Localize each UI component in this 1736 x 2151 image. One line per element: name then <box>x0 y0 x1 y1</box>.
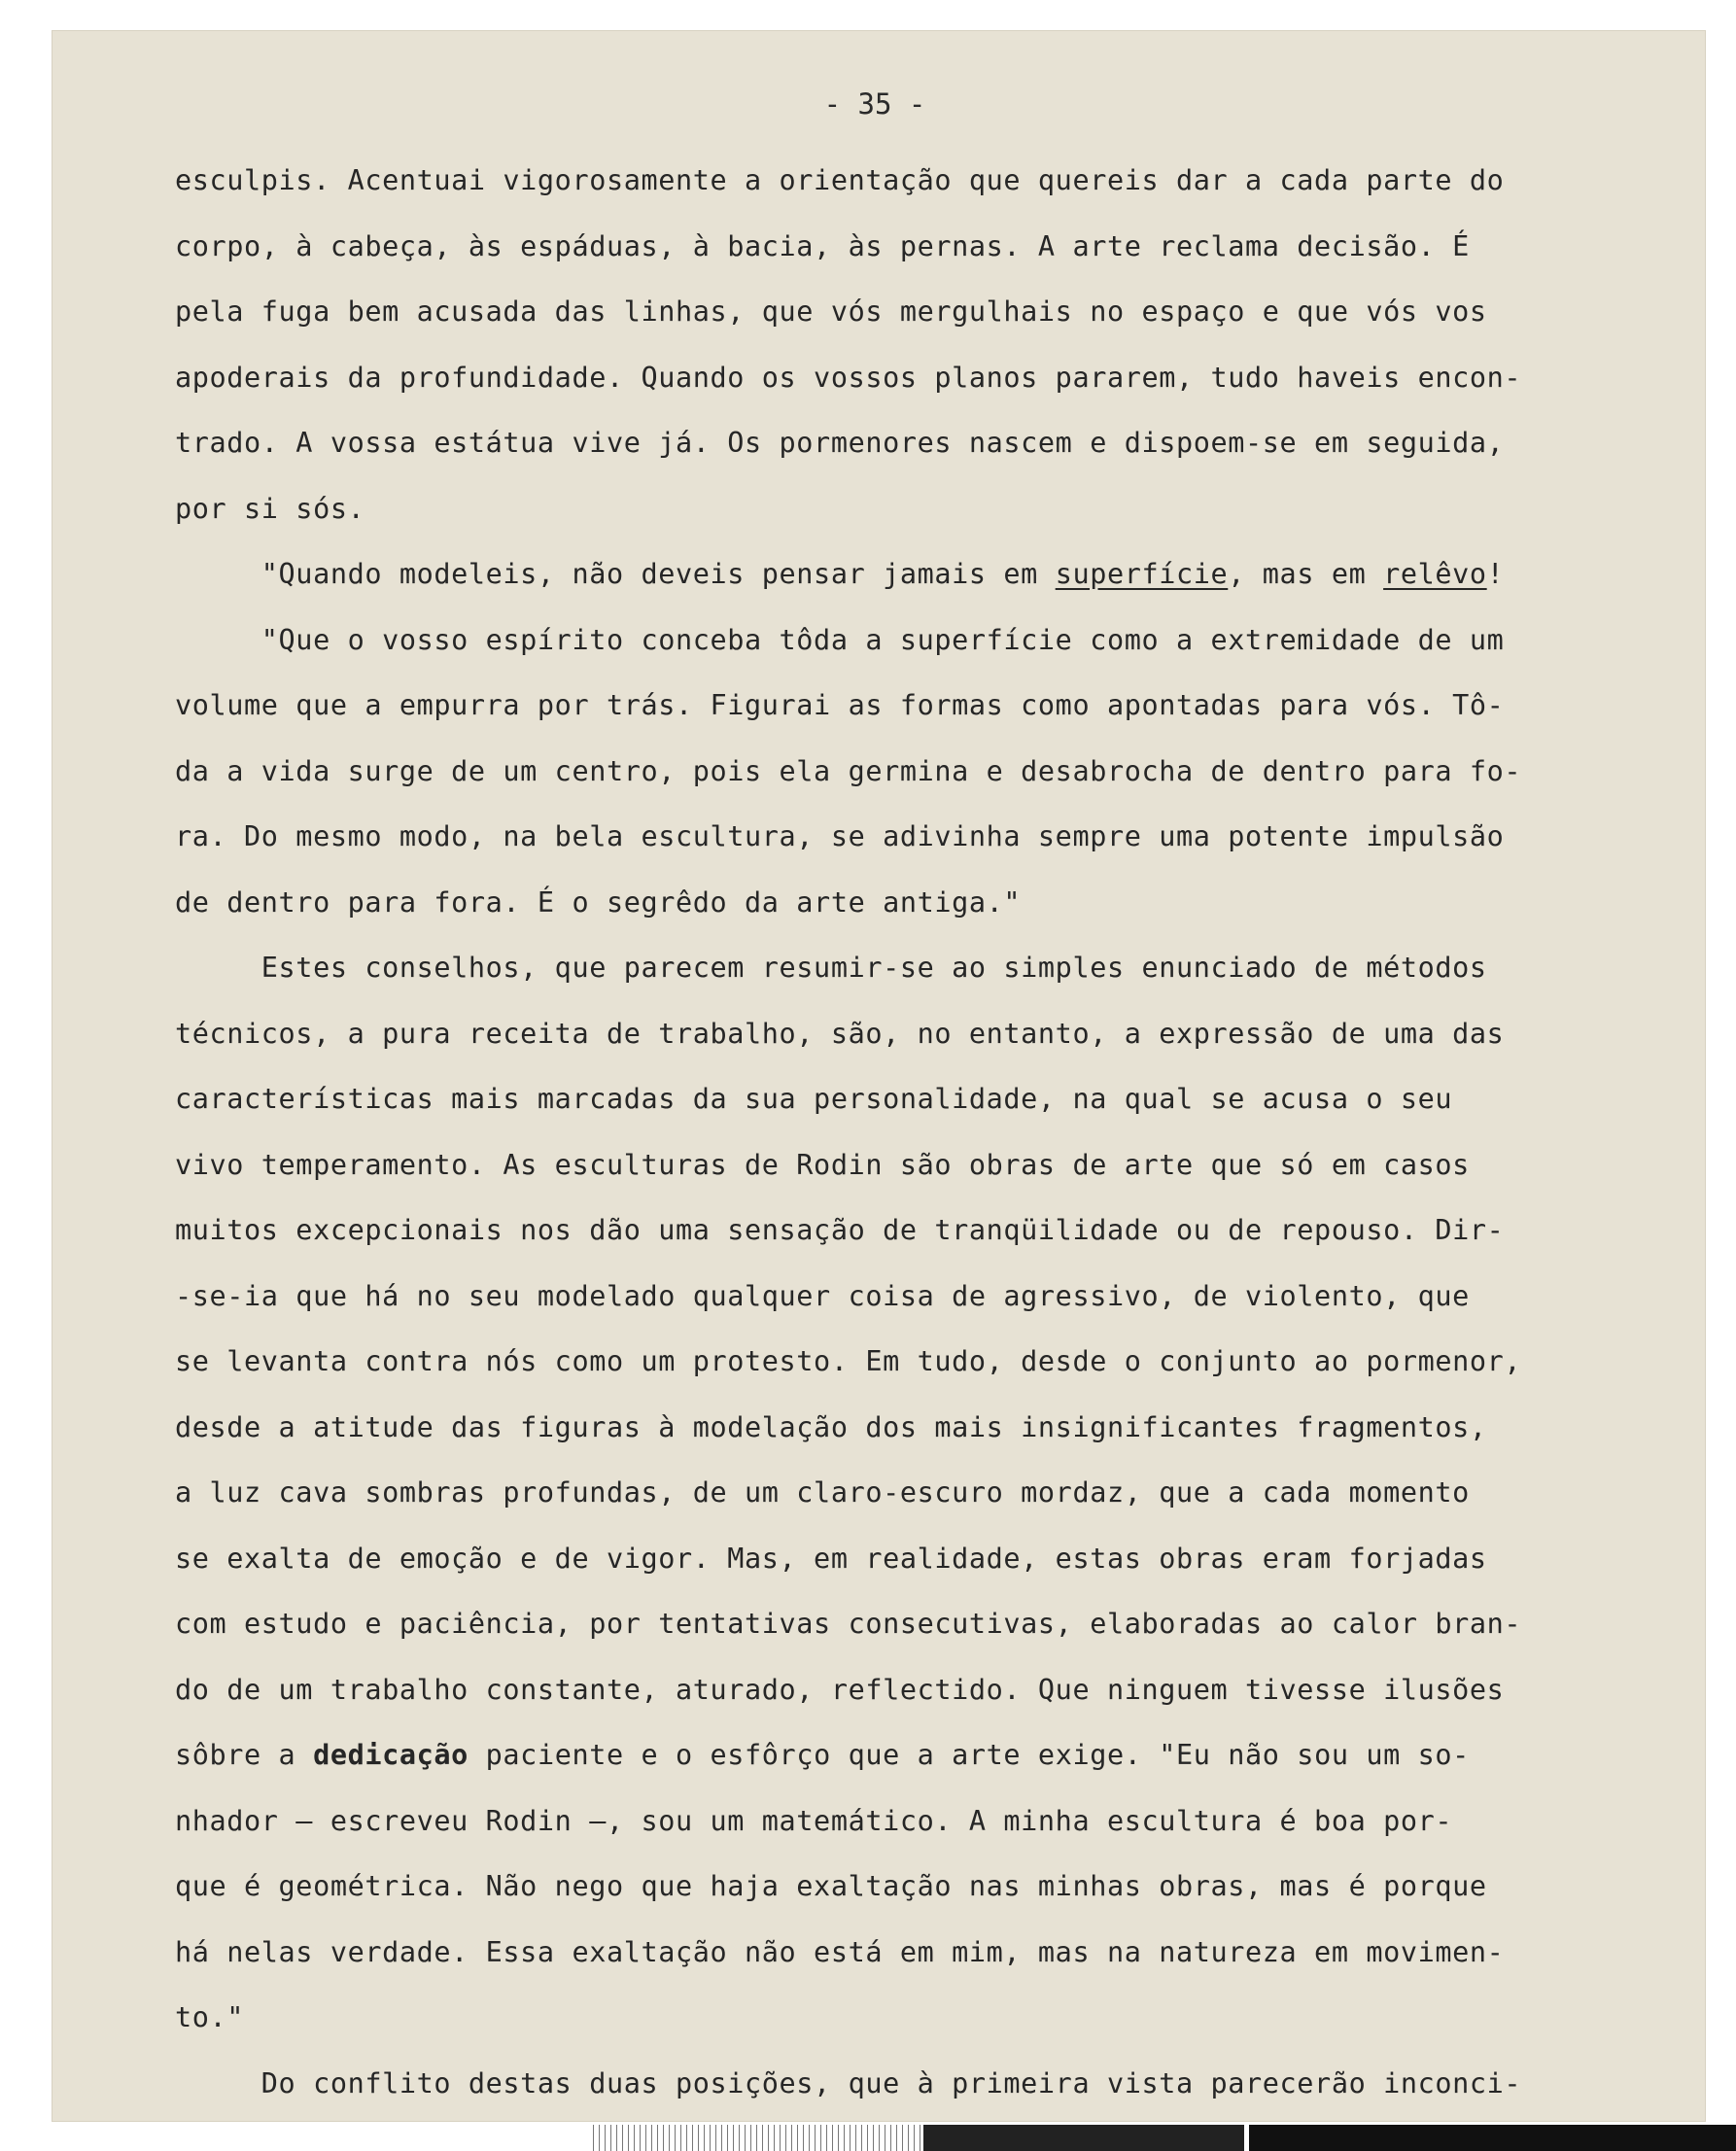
text-line: ra. Do mesmo modo, na bela escultura, se adivinha sempre uma potente impulsão <box>175 820 1505 852</box>
page-number: - 35 - <box>823 87 926 121</box>
text-line: do de um trabalho constante, aturado, reflectido. Que ninguem tivesse ilusões <box>175 1673 1505 1706</box>
text-line: que é geométrica. Não nego que haja exaltação nas minhas obras, mas é porque <box>175 1870 1487 1902</box>
text-line: Do conflito destas duas posições, que à primeira vista parecerão inconci- <box>175 2066 1522 2099</box>
bold-word: dedicação <box>313 1739 469 1771</box>
text-line-dedication <box>175 1722 1701 1788</box>
text-segment: , mas em <box>1228 558 1384 590</box>
text-line: volume que a empurra por trás. Figurai as formas como apontadas para vós. Tô- <box>175 689 1505 721</box>
ruler-ticks <box>593 2125 923 2151</box>
text-line: nhador — escreveu Rodin —, sou um matemático. A minha escultura é boa por- <box>175 1804 1453 1837</box>
typewritten-page <box>52 31 1705 2121</box>
text-segment: ! <box>1486 558 1505 590</box>
underlined-word: relêvo <box>1383 558 1487 590</box>
text-line: esculpis. Acentuai vigorosamente a orientação que quereis dar a cada parte do <box>175 164 1505 196</box>
text-line: se levanta contra nós como um protesto. Em tudo, desde o conjunto ao pormenor, <box>175 1345 1522 1377</box>
text-line: a luz cava sombras profundas, de um claro-escuro mordaz, que a cada momento <box>175 1476 1470 1509</box>
scale-ruler <box>593 2125 1736 2151</box>
text-line: por si sós. <box>175 492 365 525</box>
text-line: muitos excepcionais nos dão uma sensação de tranqüilidade ou de repouso. Dir- <box>175 1214 1505 1246</box>
page-body <box>175 148 1701 2116</box>
text-line: da a vida surge de um centro, pois ela germina e desabrocha de dentro para fo- <box>175 754 1522 787</box>
text-line: desde a atitude das figuras à modelação dos mais insignificantes fragmentos, <box>175 1410 1487 1443</box>
text-segment: sôbre a <box>175 1739 314 1771</box>
underlined-word: superfície <box>1055 558 1229 590</box>
text-line: com estudo e paciência, por tentativas consecutivas, elaboradas ao calor bran- <box>175 1608 1522 1640</box>
text-line: características mais marcadas da sua personalidade, na qual se acusa o seu <box>175 1083 1453 1115</box>
text-line: técnicos, a pura receita de trabalho, são, no entanto, a expressão de uma das <box>175 1017 1505 1050</box>
text-line: "Que o vosso espírito conceba tôda a superfície como a extremidade de um <box>175 623 1505 656</box>
text-line: -se-ia que há no seu modelado qualquer coisa de agressivo, de violento, que <box>175 1279 1470 1312</box>
color-bar-dark <box>923 2125 1244 2151</box>
text-line: se exalta de emoção e de vigor. Mas, em realidade, estas obras eram forjadas <box>175 1542 1487 1575</box>
text-line: trado. A vossa estátua vive já. Os pormenores nascem e dispoem-se em seguida, <box>175 427 1505 459</box>
text-line: há nelas verdade. Essa exaltação não está em mim, mas na natureza em movimen- <box>175 1935 1505 1968</box>
text-line: Estes conselhos, que parecem resumir-se ao simples enunciado de métodos <box>175 952 1487 984</box>
text-line: apoderais da profundidade. Quando os vossos planos pararem, tudo haveis encon- <box>175 361 1522 394</box>
text-line: corpo, à cabeça, às espáduas, à bacia, às pernas. A arte reclama decisão. É <box>175 229 1470 262</box>
text-segment: paciente e o esfôrço que a arte exige. "Eu não sou um so- <box>468 1739 1470 1771</box>
text-line-quote <box>175 541 1701 607</box>
text-line: to." <box>175 2001 245 2033</box>
text-segment: "Quando modeleis, não deveis pensar jamais em <box>175 558 1056 590</box>
text-line: de dentro para fora. É o segrêdo da arte antiga." <box>175 885 1022 919</box>
text-line: vivo temperamento. As esculturas de Rodin são obras de arte que só em casos <box>175 1148 1470 1181</box>
text-line: pela fuga bem acusada das linhas, que vós mergulhais no espaço e que vós vos <box>175 295 1487 328</box>
color-bar-black <box>1249 2125 1736 2151</box>
